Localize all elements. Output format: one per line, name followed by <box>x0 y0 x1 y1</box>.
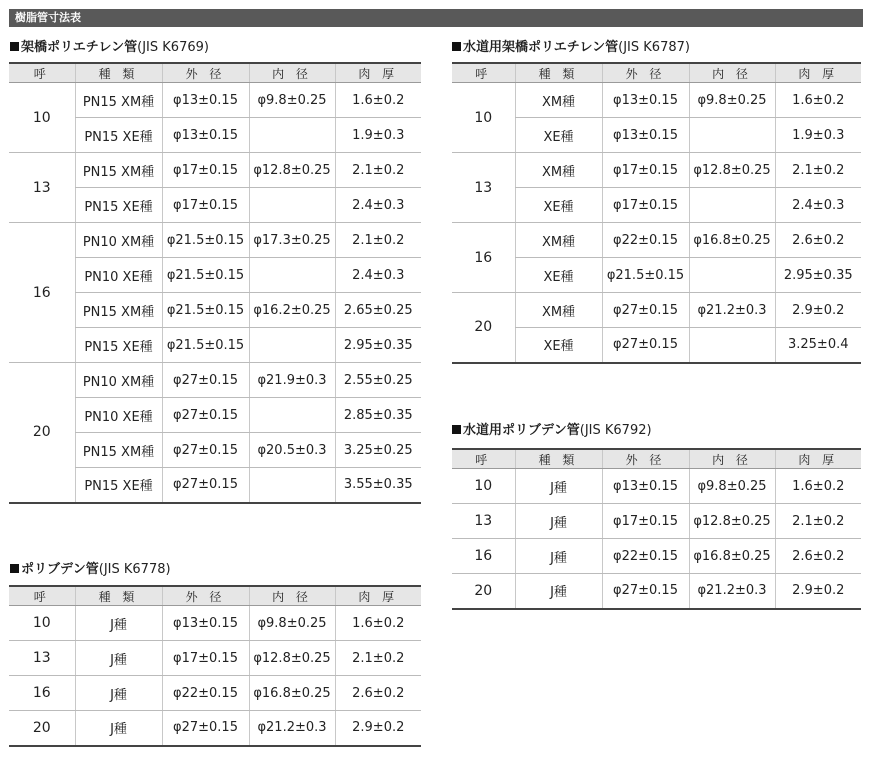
header-wall-thickness: 肉 厚 <box>775 63 861 83</box>
page-banner: 樹脂管寸法表 <box>9 9 863 27</box>
wall-thickness-cell: 1.6±0.2 <box>775 83 861 118</box>
wall-thickness-cell: 2.6±0.2 <box>335 676 421 711</box>
header-outer-diameter: 外 径 <box>162 586 249 606</box>
header-nominal: 呼 <box>452 449 515 469</box>
table-row <box>452 293 861 328</box>
table-row <box>452 539 861 574</box>
nominal-size-cell: 16 <box>9 223 75 363</box>
outer-diameter-cell: φ17±0.15 <box>602 504 689 539</box>
section-marker-icon <box>452 42 461 51</box>
pipe-type-cell: PN10 XM種 <box>75 223 162 258</box>
section-title-text: 水道用架橋ポリエチレン管 <box>463 40 619 55</box>
inner-diameter-cell <box>249 258 335 293</box>
outer-diameter-cell: φ17±0.15 <box>162 641 249 676</box>
outer-diameter-cell: φ27±0.15 <box>162 711 249 746</box>
inner-diameter-cell: φ12.8±0.25 <box>249 153 335 188</box>
header-row <box>9 63 421 83</box>
wall-thickness-cell: 2.9±0.2 <box>335 711 421 746</box>
pipe-type-cell: J種 <box>75 606 162 641</box>
pipe-type-cell: PN15 XE種 <box>75 468 162 503</box>
pipe-type-cell: XE種 <box>515 328 602 363</box>
wall-thickness-cell: 2.1±0.2 <box>335 153 421 188</box>
section-title-pe-bridge <box>10 40 209 56</box>
inner-diameter-cell: φ9.8±0.25 <box>249 83 335 118</box>
pipe-type-cell: J種 <box>515 539 602 574</box>
nominal-size-cell: 10 <box>452 469 515 504</box>
nominal-size-cell: 10 <box>452 83 515 153</box>
wall-thickness-cell: 2.1±0.2 <box>775 504 861 539</box>
wall-thickness-cell: 3.55±0.35 <box>335 468 421 503</box>
wall-thickness-cell: 2.9±0.2 <box>775 293 861 328</box>
inner-diameter-cell: φ21.2±0.3 <box>249 711 335 746</box>
outer-diameter-cell: φ17±0.15 <box>602 188 689 223</box>
inner-diameter-cell: φ16.2±0.25 <box>249 293 335 328</box>
inner-diameter-cell: φ17.3±0.25 <box>249 223 335 258</box>
wall-thickness-cell: 2.6±0.2 <box>775 223 861 258</box>
section-marker-icon <box>10 42 19 51</box>
inner-diameter-cell: φ12.8±0.25 <box>249 641 335 676</box>
pipe-type-cell: XE種 <box>515 258 602 293</box>
header-inner-diameter: 内 径 <box>249 586 335 606</box>
table-row <box>452 469 861 504</box>
outer-diameter-cell: φ27±0.15 <box>602 328 689 363</box>
table-row <box>452 83 861 118</box>
pipe-type-cell: XM種 <box>515 223 602 258</box>
header-row <box>9 586 421 606</box>
nominal-size-cell: 16 <box>9 676 75 711</box>
header-wall-thickness: 肉 厚 <box>775 449 861 469</box>
pipe-type-cell: J種 <box>75 676 162 711</box>
wall-thickness-cell: 3.25±0.4 <box>775 328 861 363</box>
outer-diameter-cell: φ21.5±0.15 <box>162 328 249 363</box>
pipe-type-cell: PN15 XM種 <box>75 153 162 188</box>
table-row <box>452 223 861 258</box>
outer-diameter-cell: φ21.5±0.15 <box>162 258 249 293</box>
pipe-type-cell: PN10 XE種 <box>75 398 162 433</box>
inner-diameter-cell: φ9.8±0.25 <box>689 83 775 118</box>
inner-diameter-cell <box>249 468 335 503</box>
outer-diameter-cell: φ17±0.15 <box>602 153 689 188</box>
inner-diameter-cell: φ9.8±0.25 <box>689 469 775 504</box>
section-standard: (JIS K6769) <box>137 40 209 55</box>
table-row <box>9 606 421 641</box>
header-type: 種 類 <box>75 63 162 83</box>
inner-diameter-cell <box>249 398 335 433</box>
inner-diameter-cell: φ16.8±0.25 <box>689 223 775 258</box>
section-marker-icon <box>10 564 19 573</box>
pipe-type-cell: PN10 XE種 <box>75 258 162 293</box>
nominal-size-cell: 10 <box>9 83 75 153</box>
header-row <box>452 63 861 83</box>
pipe-type-cell: PN10 XM種 <box>75 363 162 398</box>
section-title-text: 架橋ポリエチレン管 <box>21 40 138 55</box>
pipe-type-cell: J種 <box>75 641 162 676</box>
table-row <box>9 363 421 398</box>
outer-diameter-cell: φ13±0.15 <box>162 118 249 153</box>
table-row <box>452 574 861 609</box>
inner-diameter-cell: φ12.8±0.25 <box>689 153 775 188</box>
pipe-type-cell: XM種 <box>515 153 602 188</box>
nominal-size-cell: 13 <box>452 504 515 539</box>
nominal-size-cell: 13 <box>452 153 515 223</box>
outer-diameter-cell: φ13±0.15 <box>602 469 689 504</box>
table-row <box>9 711 421 746</box>
outer-diameter-cell: φ27±0.15 <box>162 433 249 468</box>
nominal-size-cell: 20 <box>452 293 515 363</box>
pipe-type-cell: PN15 XE種 <box>75 118 162 153</box>
wall-thickness-cell: 1.9±0.3 <box>335 118 421 153</box>
nominal-size-cell: 20 <box>452 574 515 609</box>
header-type: 種 類 <box>515 63 602 83</box>
inner-diameter-cell: φ9.8±0.25 <box>249 606 335 641</box>
outer-diameter-cell: φ17±0.15 <box>162 188 249 223</box>
section-title-text: ポリブデン管 <box>21 562 99 577</box>
table-row <box>452 504 861 539</box>
wall-thickness-cell: 2.6±0.2 <box>775 539 861 574</box>
wall-thickness-cell: 2.55±0.25 <box>335 363 421 398</box>
wall-thickness-cell: 2.85±0.35 <box>335 398 421 433</box>
outer-diameter-cell: φ22±0.15 <box>162 676 249 711</box>
inner-diameter-cell <box>689 328 775 363</box>
table-row <box>9 641 421 676</box>
outer-diameter-cell: φ27±0.15 <box>162 468 249 503</box>
table-row <box>9 83 421 118</box>
spec-table-water-pe-bridge <box>452 62 861 364</box>
inner-diameter-cell: φ21.9±0.3 <box>249 363 335 398</box>
wall-thickness-cell: 2.4±0.3 <box>775 188 861 223</box>
pipe-type-cell: PN15 XE種 <box>75 188 162 223</box>
outer-diameter-cell: φ27±0.15 <box>162 363 249 398</box>
header-inner-diameter: 内 径 <box>689 63 775 83</box>
header-nominal: 呼 <box>452 63 515 83</box>
wall-thickness-cell: 2.1±0.2 <box>775 153 861 188</box>
outer-diameter-cell: φ13±0.15 <box>602 118 689 153</box>
header-row <box>452 449 861 469</box>
wall-thickness-cell: 2.4±0.3 <box>335 258 421 293</box>
outer-diameter-cell: φ13±0.15 <box>602 83 689 118</box>
wall-thickness-cell: 1.6±0.2 <box>335 606 421 641</box>
inner-diameter-cell <box>249 328 335 363</box>
inner-diameter-cell: φ20.5±0.3 <box>249 433 335 468</box>
inner-diameter-cell <box>689 118 775 153</box>
section-standard: (JIS K6792) <box>579 423 652 438</box>
pipe-type-cell: XM種 <box>515 83 602 118</box>
outer-diameter-cell: φ27±0.15 <box>162 398 249 433</box>
wall-thickness-cell: 2.4±0.3 <box>335 188 421 223</box>
outer-diameter-cell: φ27±0.15 <box>602 293 689 328</box>
pipe-type-cell: PN15 XM種 <box>75 293 162 328</box>
inner-diameter-cell: φ16.8±0.25 <box>249 676 335 711</box>
header-wall-thickness: 肉 厚 <box>335 63 421 83</box>
pipe-type-cell: XE種 <box>515 118 602 153</box>
wall-thickness-cell: 3.25±0.25 <box>335 433 421 468</box>
spec-table-pe-bridge <box>9 62 421 504</box>
inner-diameter-cell: φ12.8±0.25 <box>689 504 775 539</box>
inner-diameter-cell <box>249 118 335 153</box>
table-row <box>452 153 861 188</box>
header-outer-diameter: 外 径 <box>602 63 689 83</box>
outer-diameter-cell: φ22±0.15 <box>602 223 689 258</box>
pipe-type-cell: J種 <box>515 504 602 539</box>
header-inner-diameter: 内 径 <box>249 63 335 83</box>
outer-diameter-cell: φ21.5±0.15 <box>162 223 249 258</box>
spec-table-pb <box>9 585 421 747</box>
table-row <box>9 676 421 711</box>
section-marker-icon <box>452 425 461 434</box>
inner-diameter-cell: φ21.2±0.3 <box>689 574 775 609</box>
wall-thickness-cell: 1.9±0.3 <box>775 118 861 153</box>
wall-thickness-cell: 2.1±0.2 <box>335 641 421 676</box>
inner-diameter-cell: φ21.2±0.3 <box>689 293 775 328</box>
header-nominal: 呼 <box>9 63 75 83</box>
header-inner-diameter: 内 径 <box>689 449 775 469</box>
section-standard: (JIS K6778) <box>98 562 171 577</box>
pipe-type-cell: PN15 XE種 <box>75 328 162 363</box>
inner-diameter-cell <box>689 258 775 293</box>
header-wall-thickness: 肉 厚 <box>335 586 421 606</box>
header-type: 種 類 <box>75 586 162 606</box>
section-standard: (JIS K6787) <box>618 40 690 55</box>
nominal-size-cell: 20 <box>9 363 75 503</box>
section-title-water-pb <box>452 423 652 439</box>
header-outer-diameter: 外 径 <box>162 63 249 83</box>
wall-thickness-cell: 2.95±0.35 <box>335 328 421 363</box>
outer-diameter-cell: φ17±0.15 <box>162 153 249 188</box>
table-row <box>9 223 421 258</box>
wall-thickness-cell: 1.6±0.2 <box>775 469 861 504</box>
header-type: 種 類 <box>515 449 602 469</box>
header-outer-diameter: 外 径 <box>602 449 689 469</box>
pipe-type-cell: J種 <box>515 574 602 609</box>
nominal-size-cell: 13 <box>9 153 75 223</box>
wall-thickness-cell: 2.1±0.2 <box>335 223 421 258</box>
header-nominal: 呼 <box>9 586 75 606</box>
outer-diameter-cell: φ21.5±0.15 <box>162 293 249 328</box>
spec-table-water-pb <box>452 448 861 610</box>
nominal-size-cell: 20 <box>9 711 75 746</box>
outer-diameter-cell: φ27±0.15 <box>602 574 689 609</box>
pipe-type-cell: J種 <box>75 711 162 746</box>
nominal-size-cell: 10 <box>9 606 75 641</box>
table-row <box>9 153 421 188</box>
outer-diameter-cell: φ13±0.15 <box>162 83 249 118</box>
wall-thickness-cell: 2.65±0.25 <box>335 293 421 328</box>
nominal-size-cell: 16 <box>452 223 515 293</box>
nominal-size-cell: 13 <box>9 641 75 676</box>
wall-thickness-cell: 1.6±0.2 <box>335 83 421 118</box>
pipe-type-cell: XE種 <box>515 188 602 223</box>
pipe-type-cell: XM種 <box>515 293 602 328</box>
section-title-text: 水道用ポリブデン管 <box>463 423 580 438</box>
nominal-size-cell: 16 <box>452 539 515 574</box>
pipe-type-cell: J種 <box>515 469 602 504</box>
section-title-pb <box>10 562 171 578</box>
outer-diameter-cell: φ13±0.15 <box>162 606 249 641</box>
outer-diameter-cell: φ21.5±0.15 <box>602 258 689 293</box>
inner-diameter-cell <box>689 188 775 223</box>
outer-diameter-cell: φ22±0.15 <box>602 539 689 574</box>
inner-diameter-cell: φ16.8±0.25 <box>689 539 775 574</box>
wall-thickness-cell: 2.95±0.35 <box>775 258 861 293</box>
section-title-water-pe-bridge <box>452 40 690 56</box>
wall-thickness-cell: 2.9±0.2 <box>775 574 861 609</box>
inner-diameter-cell <box>249 188 335 223</box>
pipe-type-cell: PN15 XM種 <box>75 83 162 118</box>
pipe-type-cell: PN15 XM種 <box>75 433 162 468</box>
